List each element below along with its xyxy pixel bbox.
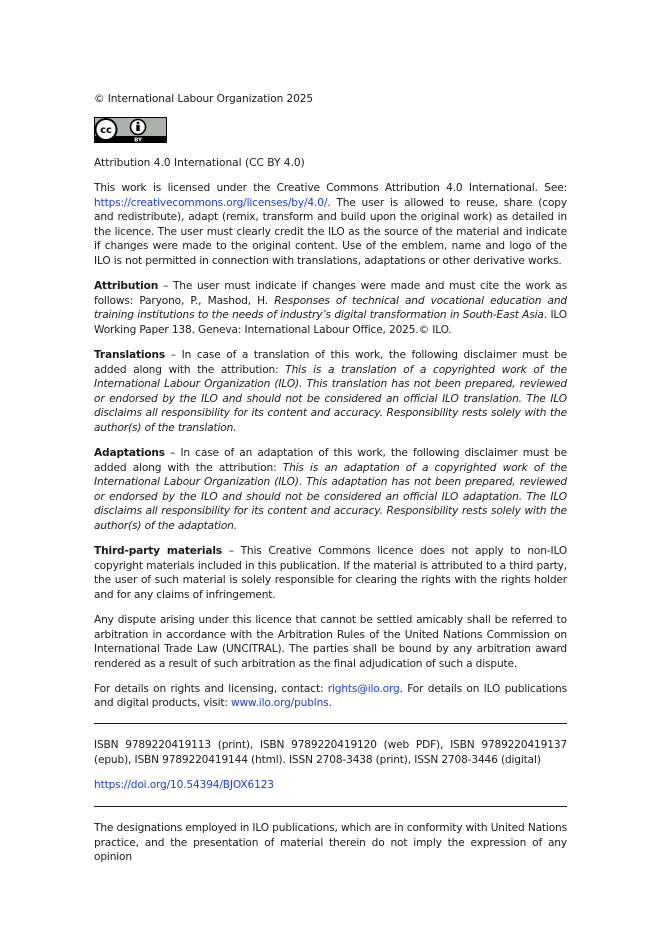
translations-paragraph (94, 348, 567, 436)
cc-badge-label: cc (100, 125, 112, 136)
divider-top (94, 723, 567, 724)
translations-disclaimer: This is a translation of a copyrighted work of the International Labour Organization (ILO). This translation has not been prepared, reviewed or endorsed by the ILO and should not be considered an official ILO translation. The ILO disclaims all responsibility for its content and accuracy. Responsibility rests solely with the author(s) of the translation. (94, 363, 567, 434)
third-party-text: – This Creative Commons licence does not apply to non-ILO copyright materials included in this publication. If the material is attributed to a third party, the user of such material is solely responsible for clearing the rights with the rights holder and for any claims of infringement. (94, 545, 568, 601)
divider-bottom (94, 806, 567, 807)
contact-text-post: . (328, 697, 332, 710)
doi-paragraph (94, 778, 567, 793)
dispute-paragraph: Any dispute arising under this licence that cannot be settled amicably shall be referred to arbitration in accordance with the Arbitration Rules of the United Nations Commission on International Trade Law (UNCITRAL). The parties shall be bound by any arbitration award rendered as a result of such arbitration as the final adjudication of such a dispute. (94, 613, 567, 670)
license-text-post: . The user is allowed to reuse, share (copy and redistribute), adapt (remix, transform and build upon the original work) as detailed in the licence. The user must clearly credit the ILO as the source of the material and indicate if changes were made to the original content. Use of the emblem, name and logo of the ILO is not permitted in connection with translations, adaptations or other derivative works. (94, 196, 567, 267)
attribution-label: Attribution (94, 280, 159, 293)
license-paragraph (94, 181, 567, 269)
translations-label: Translations (94, 348, 166, 361)
contact-paragraph (94, 682, 567, 711)
license-name: Attribution 4.0 International (CC BY 4.0) (94, 157, 305, 169)
third-party-label: Third-party materials (94, 545, 222, 558)
translations-text: – In case of a translation of this work, the following disclaimer must be added along with the attribution: (94, 348, 567, 376)
attribution-text: – The user must indicate if changes were made and must cite the work as follows: Paryono, P., Mashod, H. (94, 280, 567, 307)
cc-by-license-badge-icon (94, 117, 167, 143)
contact-text-pre: For details on rights and licensing, contact: (94, 682, 328, 695)
adaptations-label: Adaptations (94, 447, 165, 459)
copyright-line: © International Labour Organization 2025 (94, 93, 314, 105)
attribution-text-post: . ILO Working Paper 138. Geneva: International Labour Office, 2025.© ILO. (94, 309, 567, 336)
adaptations-disclaimer: This is an adaptation of a copyrighted work of the International Labour Organization (ILO). This adaptation has not been prepared, reviewed or endorsed by the ILO and should not be considered an official ILO adaptation. The ILO disclaims all responsibility for its content and accuracy. Responsibility rests solely with the author(s) of the adaptation. (94, 461, 567, 532)
doi-link[interactable]: https://doi.org/10.54394/BJOX6123 (94, 778, 274, 791)
attribution-title: Responses of technical and vocational education and training institutions to the needs of industry’s digital transformation in South-East Asia (94, 294, 567, 322)
isbn-paragraph: ISBN 9789220419113 (print), ISBN 9789220419120 (web PDF), ISBN 9789220419137 (epub), ISBN 9789220419144 (html). ISSN 2708-3438 (print), ISSN 2708-3446 (digital) (94, 739, 567, 766)
attribution-paragraph (94, 279, 567, 337)
copyright-page (94, 93, 567, 876)
rights-email-link[interactable]: rights@ilo.org (327, 682, 400, 695)
designations-paragraph: The designations employed in ILO publications, which are in conformity with United Nations practice, and the presentation of material therein do not imply the expression of any opinion (94, 822, 567, 864)
adaptations-text: – In case of an adaptation of this work, the following disclaimer must be added along with the attribution: (94, 447, 567, 474)
by-badge-label: BY (134, 137, 142, 143)
adaptations-paragraph (94, 446, 567, 534)
license-text-pre: This work is licensed under the Creative Commons Attribution 4.0 International. See: (94, 182, 567, 194)
third-party-paragraph (94, 544, 567, 602)
creative-commons-link[interactable]: https://creativecommons.org/licenses/by/4.0/ (94, 196, 328, 209)
ilo-publications-link[interactable]: www.ilo.org/publns (231, 697, 329, 710)
contact-text-mid: . For details on ILO publications and digital products, visit: (94, 682, 567, 710)
